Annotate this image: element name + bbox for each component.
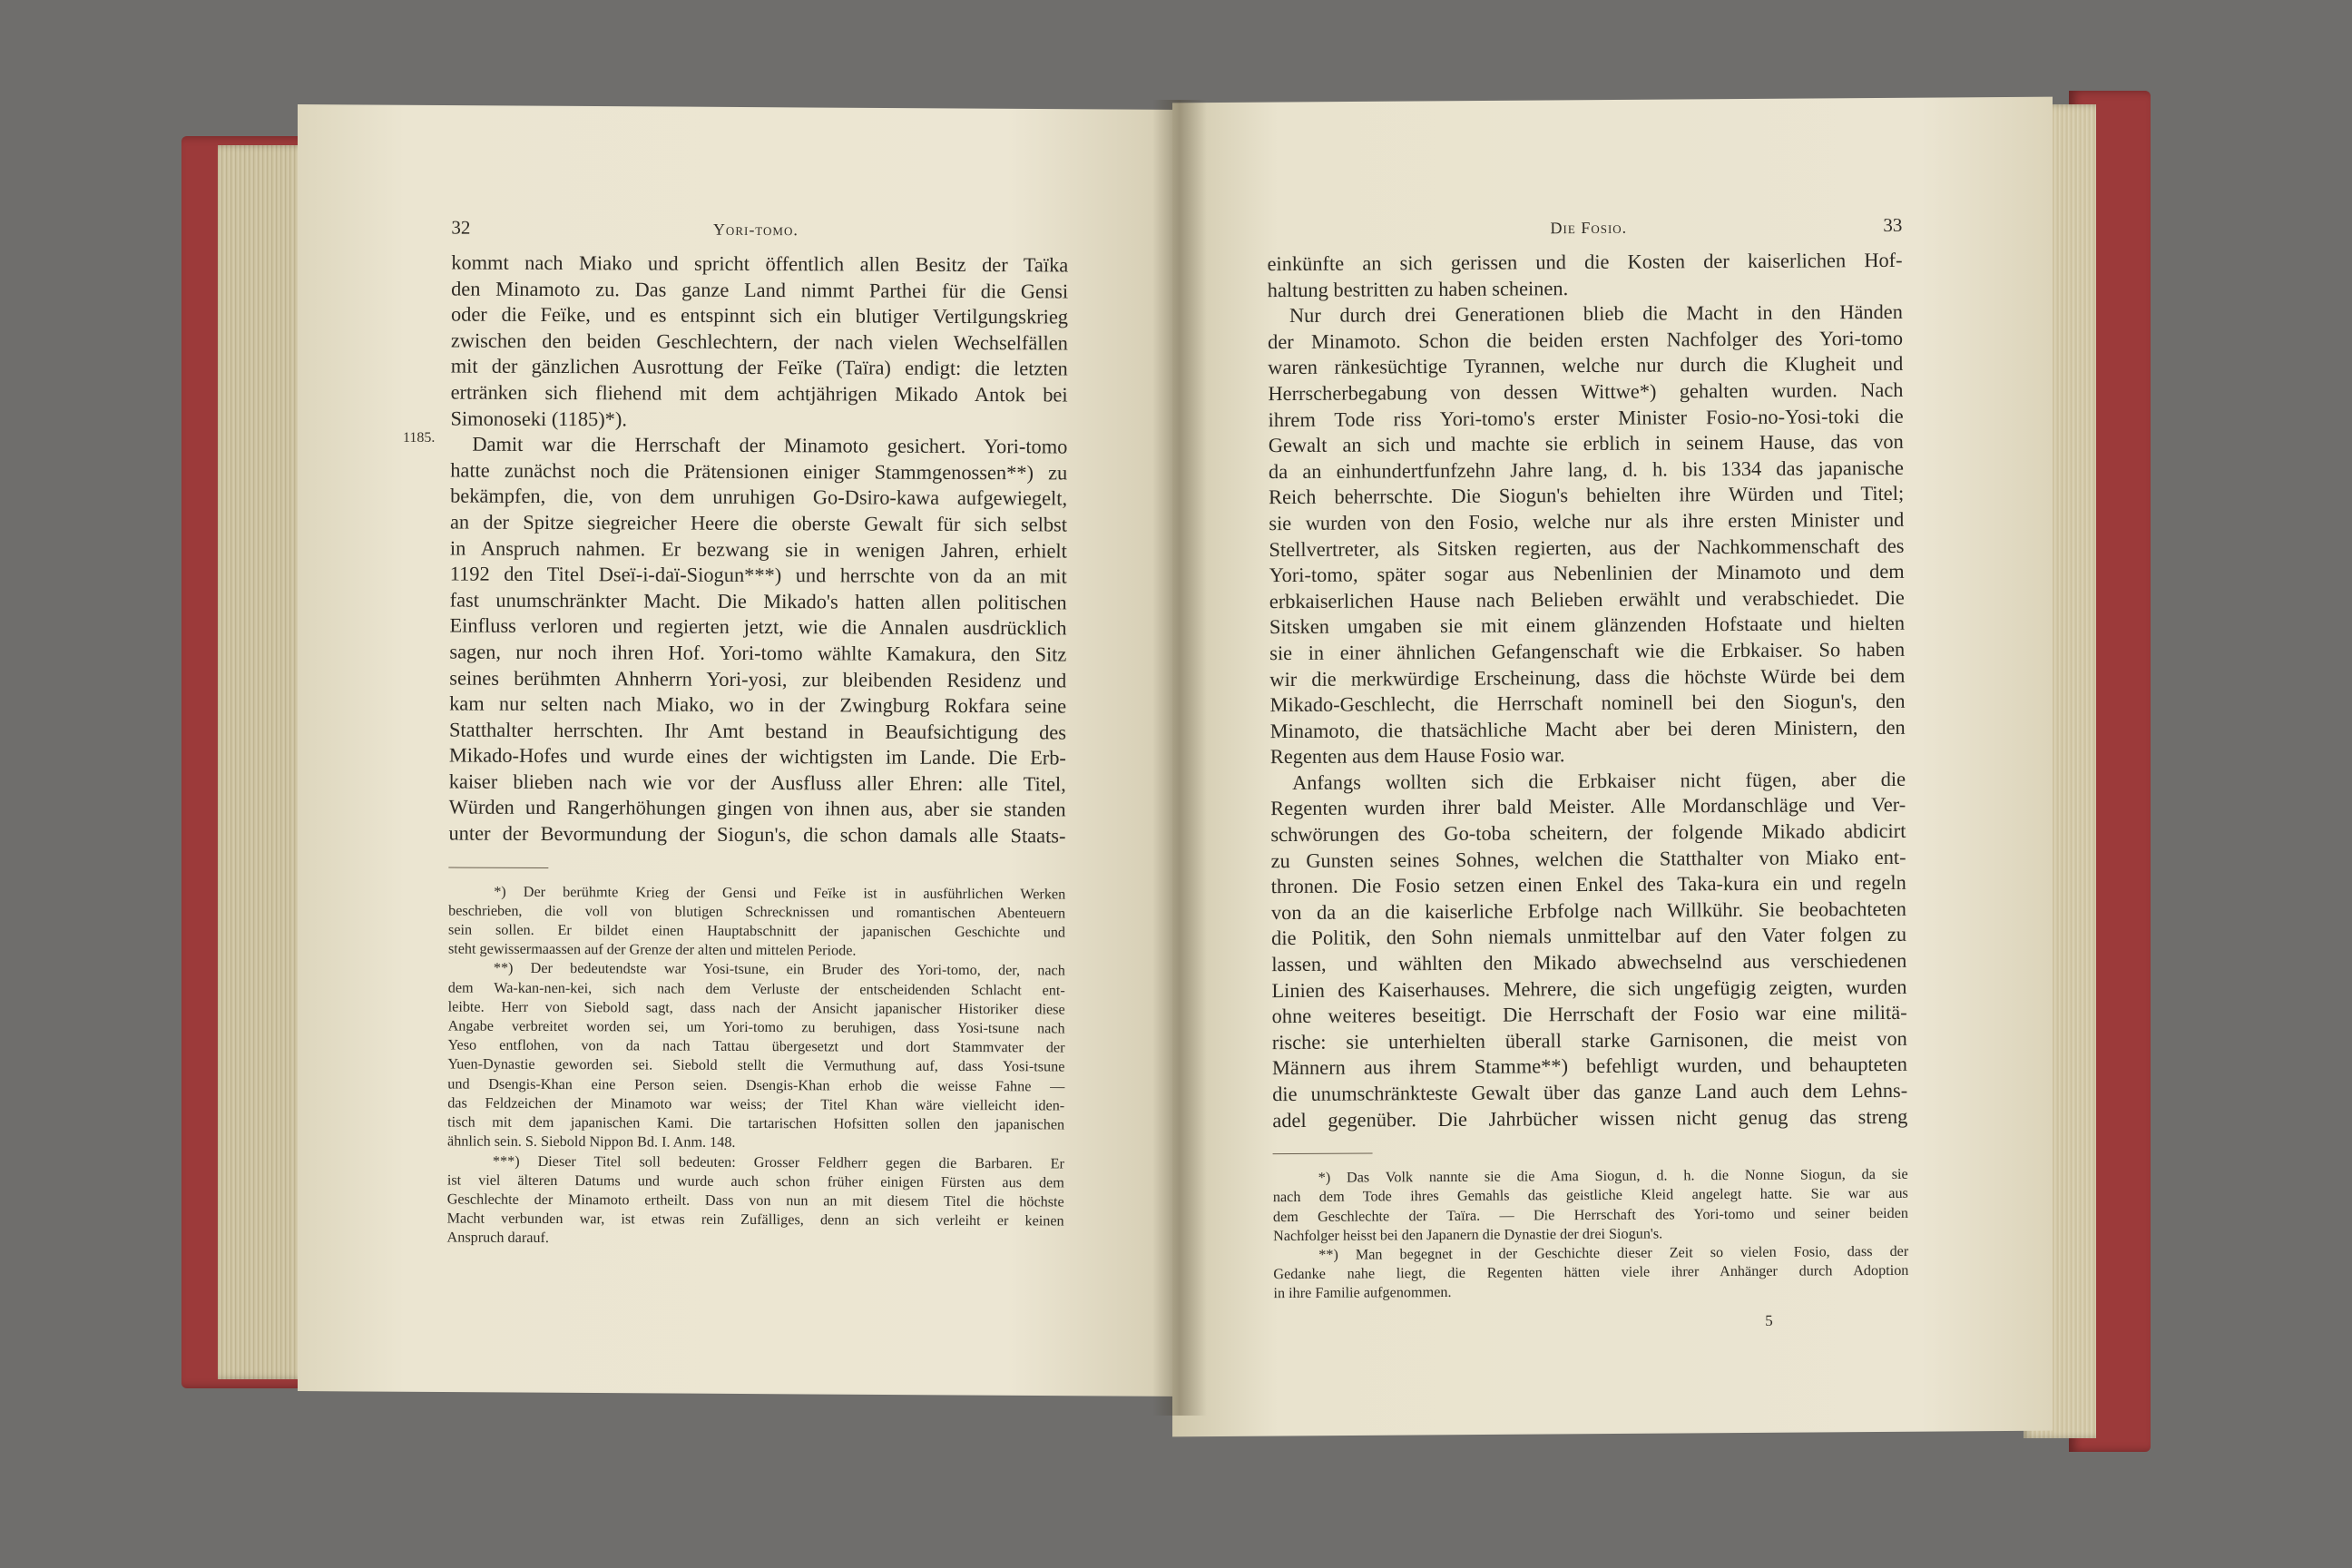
body-line: rische: sie unterhielten überall starke Garnisonen, die meist von (1271, 1026, 1907, 1054)
body-line: Regenten wurden ihrer bald Meister. Alle Mordanschläge und Ver- (1270, 793, 1906, 820)
body-line: Gewalt an sich und machte sie erblich in seinem Hause, das von (1268, 430, 1904, 457)
body-line: adel gegenüber. Die Jahrbücher wissen nicht genug das streng (1272, 1104, 1908, 1132)
body-line: der Minamoto. Schon die beiden ersten Nachfolger des Yori-tomo (1268, 326, 1904, 353)
body-line: waren ränkesüchtige Tyrannen, welche nur durch die Klugheit und (1268, 352, 1904, 379)
body-line: unter der Bevormundung der Siogun's, die schon damals alle Staats- (448, 821, 1066, 848)
footnote-line: dem Geschlechte der Taïra. — Die Herrschaft des Yori-tomo und seiner beiden (1272, 1204, 1909, 1225)
body-line: Herrscherbegabung von dessen Wittwe*) gehalten wurden. Nach (1268, 377, 1904, 406)
page-number-right: 33 (1883, 213, 1903, 237)
body-line: fast unumschränkter Macht. Die Mikado's hatten allen politischen (449, 588, 1067, 614)
footnote-line: **) Man begegnet in der Geschichte dieser Zeit so vielen Fosio, dass der (1318, 1242, 1909, 1263)
body-line: Würden und Rangerhöhungen gingen von ihnen aus, aber sie standen (448, 795, 1066, 821)
footnote-line: ***) Dieser Titel soll bedeuten: Grosser Feldherr gegen die Barbaren. Er (492, 1152, 1064, 1171)
body-line: mit der gänzlichen Ausrottung der Feïke (Taïra) endigt: die letzten (450, 354, 1068, 380)
body-line: thronen. Die Fosio setzen einen Enkel des Taka-kura ein und regeln (1270, 871, 1906, 898)
body-line: erbkaiserlichen Hause nach Belieben erwählt und verabschiedet. Die (1269, 585, 1905, 612)
right-footnotes (1273, 1165, 1909, 1304)
body-line: 1192 den Titel Dseï-i-daï-Siogun***) und herrschte von da an mit (449, 562, 1067, 588)
footnote-line: Gedanke nahe liegt, die Regenten hätten viele ihrer Anhänger durch Adoption (1273, 1262, 1909, 1283)
right-running-head (1267, 214, 1902, 240)
left-body (448, 250, 1068, 850)
body-line: Stellvertreter, als Sitsken regierten, aus der Nachkommenschaft des (1269, 534, 1905, 561)
body-line: ertränken sich fliehend mit dem achtjährigen Mikado Antok bei (450, 380, 1068, 407)
body-line: oder die Feïke, und es entspinnt sich ein blutiger Vertilgungskrieg (450, 302, 1069, 328)
body-line: Sitsken umgaben sie mit einem glänzenden Hofstaate und hielten (1269, 612, 1906, 639)
page-number-left: 32 (451, 216, 471, 239)
body-line: ihrem Tode riss Yori-tomo's erster Minister Fosio-no-Yosi-toki die (1268, 404, 1904, 431)
body-line: Simonoseki (1185)*). (450, 407, 628, 430)
body-line: die Politik, den Sohn niemals unmittelbar auf den Vater folgen zu (1271, 923, 1907, 950)
footnote-line: in ihre Familie aufgenommen. (1273, 1284, 1452, 1302)
body-line: Mikado-Hofes und wurde eines der wichtigsten im Lande. Die Erb- (448, 743, 1066, 769)
footnote-line: leibte. Herr von Siebold sagt, dass nach der Ansicht japanischer Historiker diese (447, 998, 1065, 1018)
footnote-line: *) Der berühmte Krieg der Gensi und Feïke ist in ausführlichen Werken (494, 883, 1066, 903)
body-line: Statthalter herrschten. Ihr Amt bestand in Beaufsichtigung des (448, 718, 1067, 744)
body-line: zwischen den beiden Geschlechtern, der nach vielen Wechselfällen (450, 328, 1068, 355)
running-title-right: Die Fosio. (1550, 218, 1628, 238)
body-line: kommt nach Miako und spricht öffentlich allen Besitz der Taïka (451, 250, 1069, 277)
footnote-line: beschrieben, die voll von blutigen Schrecknissen und romantischen Abenteuern (448, 902, 1066, 922)
body-line: Damit war die Herrschaft der Minamoto gesichert. Yori-tomo (472, 432, 1068, 458)
footnote-line: ähnlich sein. S. Siebold Nippon Bd. I. Anm. 148. (446, 1132, 736, 1152)
footnote-line: ist viel älteren Datums und wurde auch schon früher einigen Fürsten aus dem (446, 1171, 1064, 1191)
body-line: bekämpfen, die, von dem unruhigen Go-Dsiro-kawa aufgewiegelt, (450, 484, 1068, 510)
footnote-line: das Feldzeichen der Minamoto war weiss; der Titel Khan wäre vielleicht iden- (447, 1094, 1065, 1114)
body-line: Mikado-Geschlecht, die Herrschaft nominell bei den Siogun's, den (1269, 689, 1906, 717)
body-line: sie in einer ähnlichen Gefangenschaft wie die Erbkaiser. So haben (1269, 637, 1906, 665)
signature-mark: 5 (1765, 1311, 1773, 1329)
body-line: kam nur selten nach Miako, wo in der Zwingburg Rokfara seine (449, 691, 1067, 718)
footnote-line: Macht verbunden war, ist etwas rein Zufälliges, denn an sich verleiht er keinen (446, 1210, 1064, 1230)
footnote-line: Anspruch darauf. (446, 1229, 549, 1247)
running-title-left: Yori-tomo. (712, 220, 799, 240)
body-line: wir die merkwürdige Erscheinung, dass die höchste Würde bei dem (1269, 663, 1906, 691)
body-line: Einfluss verloren und regierten jetzt, wie die Annalen ausdrücklich (449, 613, 1067, 640)
body-line: sagen, nur noch ihren Hof. Yori-tomo wählte Kamakura, den Sitz (449, 640, 1067, 666)
body-line: hatte zunächst noch die Prätensionen einiger Stammgenossen**) zu (450, 458, 1068, 485)
footnote-line: steht gewissermaassen auf der Grenze der alten und mittelen Periode. (447, 940, 857, 959)
footnote-line: sein sollen. Er bildet einen Hauptabschnitt der japanischen Geschichte und (448, 921, 1066, 941)
body-line: Minamoto, die thatsächliche Macht aber bei deren Ministern, den (1269, 715, 1906, 742)
left-running-head (451, 217, 1068, 242)
footnote-line: tisch mit dem japanischen Kami. Die tartarischen Hofsitten sollen den japanischen (447, 1113, 1065, 1133)
right-page-text (1267, 214, 1908, 1333)
body-line: sie wurden von den Fosio, welche nur als ihre ersten Minister und (1269, 507, 1905, 535)
footnote-line: Geschlechte der Minamoto ertheilt. Dass von nun an mit diesem Titel die höchste (446, 1191, 1064, 1210)
body-line: einkünfte an sich gerissen und die Kosten der kaiserlichen Hof- (1267, 248, 1903, 276)
body-line: zu Gunsten seines Sohnes, welchen die Statthalter von Miako ent- (1270, 845, 1906, 872)
body-line: lassen, und wählten den Mikado abwechselnd aus verschiedenen (1271, 948, 1907, 976)
body-line: ohne weiteres beseitigt. Die Herrschaft der Fosio war eine militä- (1271, 1001, 1907, 1028)
body-line: Reich beherrschte. Die Siogun's behielten ihre Würden und Titel; (1269, 482, 1905, 509)
footnote-line: **) Der bedeutendste war Yosi-tsune, ein Bruder des Yori-tomo, der, nach (493, 960, 1065, 979)
body-line: in Anspruch nahmen. Er bezwang sie in wenigen Jahren, erhielt (449, 536, 1067, 563)
body-line: Yori-tomo, später sogar aus Nebenlinien der Minamoto und dem (1269, 559, 1905, 587)
left-page-text (447, 217, 1069, 1250)
footnote-line: und Dsengis-Khan eine Person seien. Dsengis-Khan erhob die weisse Fahne — (447, 1075, 1065, 1095)
body-line: Anfangs wollten sich die Erbkaiser nicht fügen, aber die (1291, 767, 1906, 794)
body-line: Männern aus ihrem Stamme**) befehligt wurden, und behaupteten (1271, 1053, 1908, 1080)
footnote-rule (1273, 1153, 1373, 1155)
left-footnotes (447, 882, 1066, 1250)
margin-note-year: 1185. (403, 430, 436, 446)
footnote-line: *) Das Volk nannte sie die Ama Siogun, d. h. die Nonne Siogun, da sie (1318, 1166, 1908, 1187)
footnote-line: Nachfolger heisst bei den Japanern die Dynastie der drei Siogun's. (1273, 1225, 1663, 1244)
body-line: Regenten aus dem Hause Fosio war. (1269, 743, 1565, 769)
body-line: da an einhundertfunfzehn Jahre lang, d. h. bis 1334 das japanische (1268, 456, 1905, 483)
body-line: von da an die kaiserliche Erbfolge nach Willkühr. Sie beobachteten (1270, 897, 1906, 924)
book-gutter (1152, 100, 1207, 1416)
body-line: die unumschränkteste Gewalt über das ganze Land auch dem Lehns- (1272, 1078, 1908, 1106)
footnote-line: Yuen-Dynastie geworden sei. Siebold stellt die Vermuthung auf, dass Yosi-tsune (447, 1055, 1065, 1075)
body-line: Linien des Kaiserhauses. Mehrere, die sich ungefügig zeigten, wurden (1271, 975, 1907, 1002)
footnote-line: nach dem Tode ihres Gemahls das geistliche Kleid angelegt hatte. Sie war aus (1272, 1185, 1908, 1206)
body-line: an der Spitze siegreicher Heere die oberste Gewalt für sich selbst (449, 510, 1068, 536)
body-line: den Minamoto zu. Das ganze Land nimmt Parthei für die Gensi (451, 277, 1069, 303)
footnote-line: dem Wa-kan-nen-kei, sich nach dem Verluste der entscheidenden Schlacht ent- (447, 979, 1065, 999)
footnote-line: Angabe verbreitet worden sei, um Yori-tomo zu beruhigen, dass Yosi-tsune nach (447, 1017, 1065, 1037)
body-line: Nur durch drei Generationen blieb die Macht in den Händen (1289, 300, 1903, 328)
body-line: kaiser blieben nach wie vor der Ausfluss aller Ehren: alle Titel, (448, 769, 1066, 796)
body-line: schwörungen des Go-toba scheitern, der folgende Mikado abdicirt (1270, 818, 1906, 847)
right-body (1267, 248, 1907, 1133)
body-line: haltung bestritten zu haben scheinen. (1267, 276, 1569, 301)
footnote-line: Yeso entflohen, von da nach Tattau übergesetzt und dort Stammvater der (447, 1036, 1065, 1056)
body-line: seines berühmten Ahnherrn Yori-yosi, zur bleibenden Residenz und (449, 666, 1067, 691)
